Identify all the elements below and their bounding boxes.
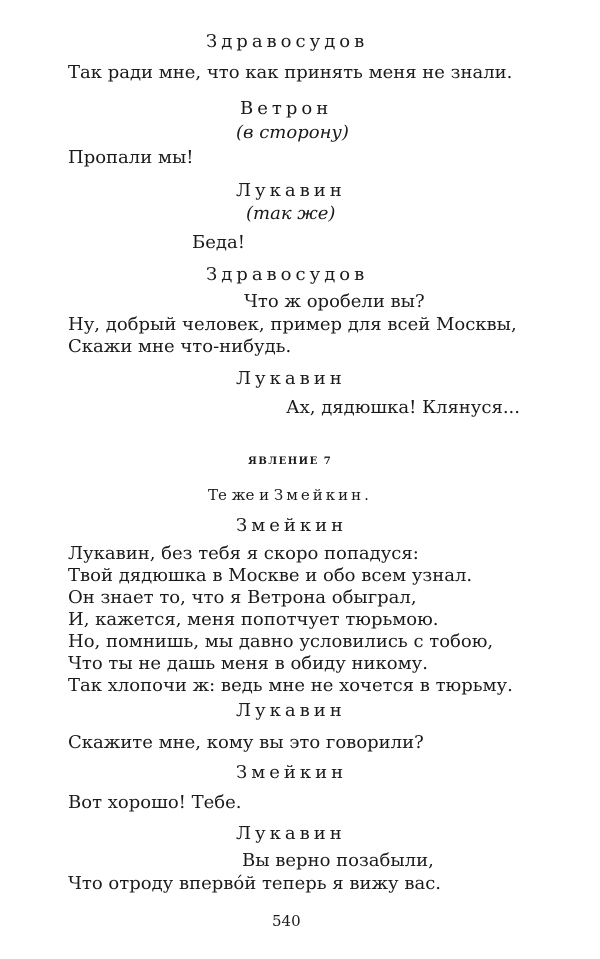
- verse-line: Пропали мы!: [68, 147, 194, 168]
- speaker-lukavin: Лукавин: [236, 368, 346, 389]
- speaker-zdravosudov: Здравосудов: [206, 264, 369, 285]
- verse-line: Но, помнишь, мы давно условились с тобою,: [68, 631, 494, 652]
- verse-line: Что ты не дашь меня в обиду никому.: [68, 653, 428, 674]
- verse-line: Беда!: [192, 232, 245, 253]
- verse-line: Твой дядюшка в Москве и обо всем узнал.: [68, 565, 473, 586]
- verse-line: Вот хорошо! Тебе.: [68, 792, 242, 813]
- verse-line: Что отроду впервóй теперь я вижу вас.: [68, 873, 442, 894]
- speaker-lukavin: Лукавин: [236, 823, 346, 844]
- verse-line: Он знает то, что я Ветрона обыграл,: [68, 587, 417, 608]
- cast-line: [208, 484, 372, 506]
- speaker-zdravosudov: Здравосудов: [206, 31, 369, 52]
- scene-heading: ЯВЛЕНИЕ 7: [248, 456, 333, 467]
- stage-direction: (так же): [246, 203, 336, 224]
- speaker-lukavin: Лукавин: [236, 700, 346, 721]
- verse-line: Так хлопочи ж: ведь мне не хочется в тюрьму.: [68, 675, 513, 696]
- speaker-vetron: Ветрон: [240, 98, 333, 119]
- verse-line: Вы верно позабыли,: [242, 850, 434, 871]
- cast-name: Змейкин.: [273, 486, 372, 504]
- verse-line: Так ради мне, что как принять меня не знали.: [68, 62, 513, 83]
- verse-line: Скажи мне что-нибудь.: [68, 336, 292, 357]
- page-number: 540: [272, 912, 301, 930]
- verse-line: Скажите мне, кому вы это говорили?: [68, 732, 424, 753]
- speaker-zmeykin: Змейкин: [236, 515, 348, 536]
- speaker-lukavin: Лукавин: [236, 180, 346, 201]
- verse-line: Ах, дядюшка! Клянуся...: [286, 397, 520, 418]
- speaker-zmeykin: Змейкин: [236, 762, 348, 783]
- stage-direction: (в сторону): [236, 122, 349, 143]
- verse-line: И, кажется, меня попотчует тюрьмою.: [68, 609, 439, 630]
- verse-line: Ну, добрый человек, пример для всей Москвы,: [68, 314, 517, 335]
- cast-prefix: Те же и: [208, 486, 274, 504]
- verse-line: Что ж оробели вы?: [244, 291, 425, 312]
- verse-line: Лукавин, без тебя я скоро попадуся:: [68, 543, 419, 564]
